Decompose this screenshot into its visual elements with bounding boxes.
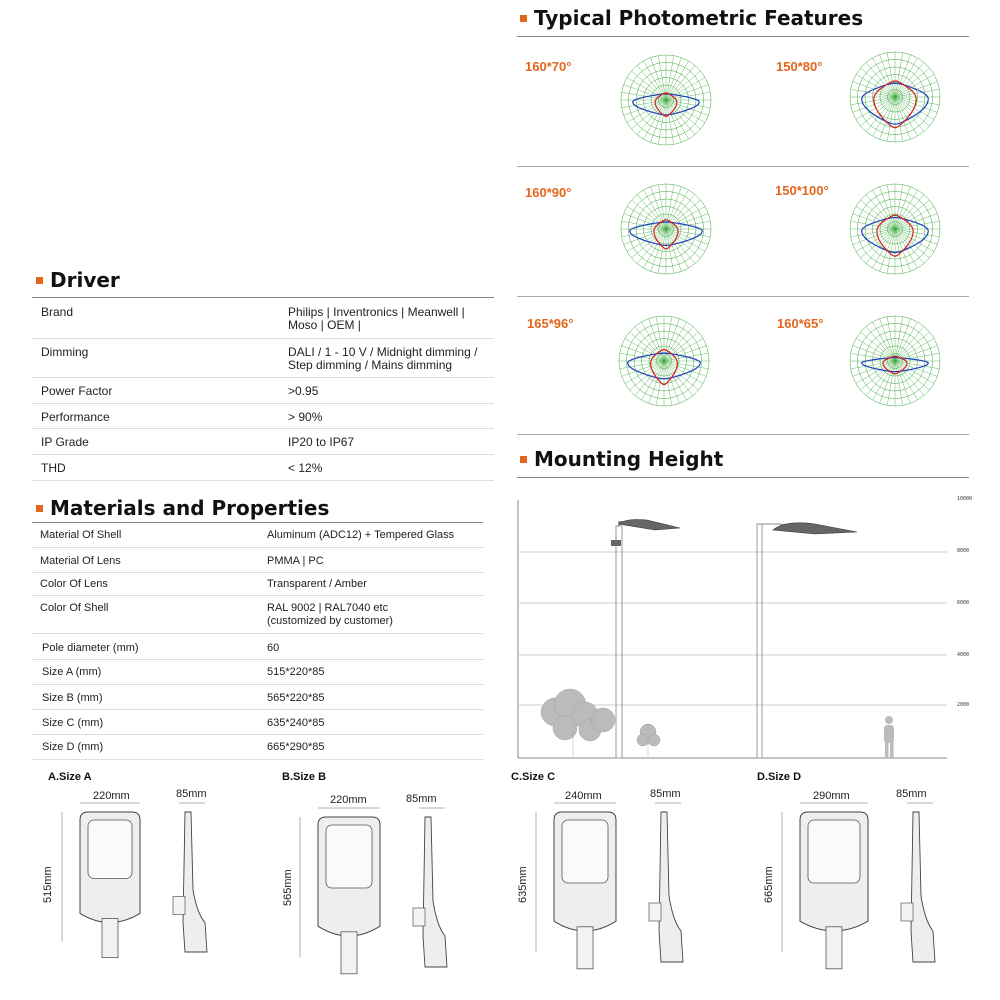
photometric-divider xyxy=(517,36,969,37)
materials-value: 565*220*85 xyxy=(267,692,325,704)
row-divider xyxy=(32,659,483,660)
depth-dimension: 85mm xyxy=(896,788,927,800)
row-divider xyxy=(32,403,494,404)
height-label: 10000 xyxy=(957,496,973,502)
materials-value: Aluminum (ADC12) + Tempered Glass xyxy=(267,529,455,541)
materials-label: Size B (mm) xyxy=(42,692,103,704)
mounting-height-diagram xyxy=(515,490,975,765)
materials-value: Transparent / Amber xyxy=(267,578,367,590)
row-divider xyxy=(32,572,483,573)
driver-label: THD xyxy=(41,461,66,475)
driver-label: Brand xyxy=(41,305,74,319)
materials-value: 665*290*85 xyxy=(267,741,325,753)
materials-label: Pole diameter (mm) xyxy=(42,642,139,654)
row-divider xyxy=(32,547,483,548)
size-title: D.Size D xyxy=(757,771,802,783)
height-dimension: 565mm xyxy=(282,869,294,906)
polar-diagram xyxy=(614,311,714,411)
row-divider xyxy=(32,759,483,760)
photometric-section-title: Typical Photometric Features xyxy=(520,6,863,30)
height-label: 8000 xyxy=(957,548,970,554)
height-label: 6000 xyxy=(957,600,970,606)
section-marker xyxy=(36,277,43,284)
beam-angle-label: 150*80° xyxy=(776,59,823,74)
materials-value: PMMA | PC xyxy=(267,555,324,567)
row-divider xyxy=(32,633,483,634)
driver-value: < 12% xyxy=(288,461,323,475)
mounting-section-title: Mounting Height xyxy=(520,447,723,471)
row-divider xyxy=(32,684,483,685)
row-divider xyxy=(32,428,494,429)
height-label: 2000 xyxy=(957,702,970,708)
beam-angle-label: 160*70° xyxy=(525,59,572,74)
beam-angle-label: 160*65° xyxy=(777,316,824,331)
driver-label: Power Factor xyxy=(41,384,113,398)
row-divider xyxy=(32,454,494,455)
row-divider xyxy=(32,338,494,339)
size-title: A.Size A xyxy=(48,771,92,783)
row-divider xyxy=(32,709,483,710)
materials-label: Color Of Shell xyxy=(40,602,109,614)
materials-label: Size A (mm) xyxy=(42,666,102,678)
size-title: B.Size B xyxy=(282,771,327,783)
polar-diagram xyxy=(616,179,716,279)
materials-section-title: Materials and Properties xyxy=(36,496,329,520)
materials-value: 60 xyxy=(267,642,280,654)
photometric-row-divider xyxy=(517,434,969,435)
mounting-divider xyxy=(517,477,969,478)
polar-diagram xyxy=(845,311,945,411)
width-dimension: 220mm xyxy=(330,794,367,806)
materials-value: 635*240*85 xyxy=(267,717,325,729)
materials-value: RAL 9002 | RAL7040 etc (customized by customer) xyxy=(267,602,393,627)
materials-label: Size D (mm) xyxy=(42,741,104,753)
driver-value: > 90% xyxy=(288,410,323,424)
height-label: 4000 xyxy=(957,652,970,658)
section-marker xyxy=(36,505,43,512)
materials-divider xyxy=(32,522,483,523)
driver-section-title: Driver xyxy=(36,268,120,292)
height-dimension: 665mm xyxy=(763,866,775,903)
polar-diagram xyxy=(845,47,945,147)
row-divider xyxy=(32,734,483,735)
size-a-drawing xyxy=(50,800,220,990)
height-dimension: 635mm xyxy=(517,866,529,903)
beam-angle-label: 160*90° xyxy=(525,185,572,200)
materials-label: Size C (mm) xyxy=(42,717,104,729)
beam-angle-label: 165*96° xyxy=(527,316,574,331)
height-dimension: 515mm xyxy=(42,866,54,903)
row-divider xyxy=(32,595,483,596)
width-dimension: 290mm xyxy=(813,790,850,802)
depth-dimension: 85mm xyxy=(406,793,437,805)
section-marker xyxy=(520,456,527,463)
size-title: C.Size C xyxy=(511,771,556,783)
polar-diagram xyxy=(616,50,716,150)
materials-label: Color Of Lens xyxy=(40,578,108,590)
depth-dimension: 85mm xyxy=(176,788,207,800)
size-c-drawing xyxy=(524,800,694,990)
materials-label: Material Of Shell xyxy=(40,529,122,541)
photometric-row-divider xyxy=(517,166,969,167)
width-dimension: 240mm xyxy=(565,790,602,802)
driver-value: >0.95 xyxy=(288,384,319,398)
section-marker xyxy=(520,15,527,22)
driver-value: Philips | Inventronics | Meanwell | Moso | OEM | xyxy=(288,305,465,332)
width-dimension: 220mm xyxy=(93,790,130,802)
driver-divider xyxy=(32,297,494,298)
photometric-row-divider xyxy=(517,296,969,297)
size-b-drawing xyxy=(288,805,458,990)
materials-value: 515*220*85 xyxy=(267,666,325,678)
row-divider xyxy=(32,377,494,378)
driver-label: Performance xyxy=(41,410,110,424)
row-divider xyxy=(32,480,494,481)
polar-diagram xyxy=(845,179,945,279)
driver-value: IP20 to IP67 xyxy=(288,435,355,449)
depth-dimension: 85mm xyxy=(650,788,681,800)
driver-value: DALI / 1 - 10 V / Midnight dimming / Step dimming / Mains dimming xyxy=(288,345,478,372)
size-d-drawing xyxy=(770,800,940,990)
driver-label: IP Grade xyxy=(41,435,89,449)
driver-label: Dimming xyxy=(41,345,89,359)
materials-label: Material Of Lens xyxy=(40,555,121,567)
beam-angle-label: 150*100° xyxy=(775,183,829,198)
